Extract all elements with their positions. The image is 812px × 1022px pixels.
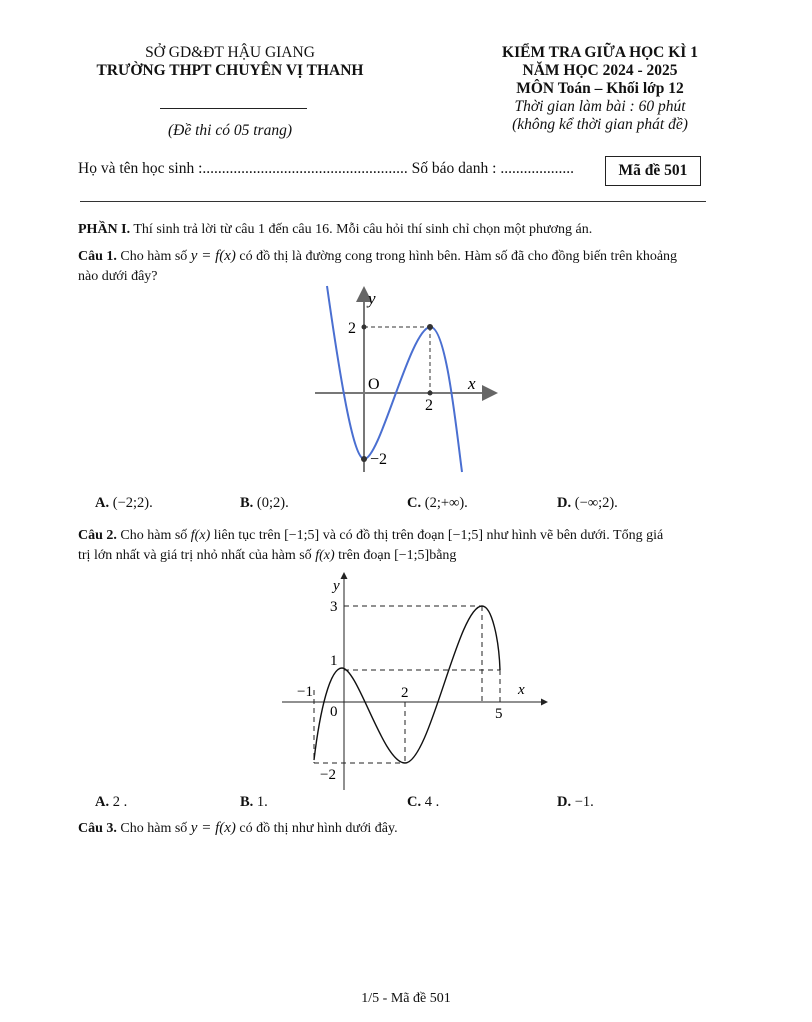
y3-label: 3	[330, 599, 338, 615]
student-name-field[interactable]: Họ và tên học sinh :.....................................................	[78, 160, 408, 177]
answer-value: (2;+∞).	[424, 495, 468, 511]
answer-2d[interactable]	[557, 794, 594, 811]
question-3-text-cont: có đồ thị như hình dưới đây.	[239, 821, 398, 836]
answer-1d[interactable]	[557, 495, 618, 512]
y-max-label: 2	[348, 320, 356, 337]
part-instruction	[78, 220, 592, 240]
page-footer: 1/5 - Mã đề 501	[361, 991, 451, 1006]
student-info-line	[78, 160, 574, 178]
ym2-label: −2	[320, 767, 336, 783]
answer-value: −1.	[574, 794, 594, 810]
question-3-label: Câu 3.	[78, 821, 117, 836]
question-2-text-d: như hình vẽ bên dưới. Tổng giá	[486, 528, 664, 543]
question-2-interval: [−1;5]	[284, 528, 320, 543]
header-left	[60, 44, 400, 80]
answer-value: 4 .	[424, 794, 440, 810]
x2-label: 2	[401, 685, 409, 701]
answer-key: C.	[407, 495, 422, 511]
question-3	[78, 818, 398, 839]
answer-key: C.	[407, 794, 422, 810]
answer-value: 2 .	[112, 794, 128, 810]
subject: MÔN Toán – Khối lớp 12	[516, 80, 684, 97]
question-1-answers	[95, 495, 715, 517]
answer-key: D.	[557, 495, 572, 511]
question-3-formula: y = f(x)	[190, 820, 236, 836]
student-id-field[interactable]: Số báo danh : ...................	[411, 160, 574, 177]
question-1-text: Cho hàm số	[120, 249, 188, 264]
question-2-text-g: bằng	[429, 548, 457, 563]
page-count-note: (Đề thi có 05 trang)	[168, 122, 292, 139]
answer-key: D.	[557, 794, 572, 810]
max-point	[427, 324, 433, 330]
school-year: NĂM HỌC 2024 - 2025	[522, 62, 678, 79]
question-1	[78, 246, 748, 287]
y-axis-label: y	[333, 578, 340, 594]
duration: Thời gian làm bài : 60 phút	[514, 98, 686, 115]
question-2-text: Cho hàm số	[120, 528, 188, 543]
answer-key: A.	[95, 495, 110, 511]
y-axis-label: y	[368, 289, 376, 308]
function-curve	[327, 286, 462, 472]
answer-2c[interactable]	[407, 794, 439, 811]
answer-value: (−∞;2).	[574, 495, 618, 511]
question-1-graph	[310, 282, 500, 474]
answer-value: (0;2).	[256, 495, 289, 511]
answer-value: 1.	[256, 794, 268, 810]
answer-key: B.	[240, 794, 254, 810]
y1-label: 1	[330, 653, 338, 669]
answer-1a[interactable]	[95, 495, 153, 512]
school-name: TRƯỜNG THPT CHUYÊN VỊ THANH	[96, 62, 364, 79]
question-1-text-end: nào dưới đây?	[78, 269, 158, 284]
question-2-label: Câu 2.	[78, 528, 117, 543]
exam-title: KIỂM TRA GIỮA HỌC KÌ 1	[502, 44, 698, 61]
question-1-label: Câu 1.	[78, 249, 117, 264]
question-2-text-e: trị lớn nhất và giá trị nhỏ nhất của hàm số	[78, 548, 312, 563]
x5-label: 5	[495, 706, 503, 722]
question-2-graph	[280, 570, 550, 792]
y-tick-point	[362, 325, 367, 330]
question-2-formula: f(x)	[315, 548, 335, 563]
question-2-text-f: trên đoạn	[338, 548, 391, 563]
department-name: SỞ GD&ĐT HẬU GIANG	[145, 44, 315, 61]
part-title: PHẦN I.	[78, 222, 131, 237]
question-2-interval: [−1;5]	[394, 548, 430, 563]
header-right	[470, 44, 730, 134]
question-2-text-b: liên tục trên	[213, 528, 281, 543]
question-2-answers	[95, 794, 715, 816]
min-point	[361, 456, 367, 462]
origin-label: O	[368, 376, 380, 393]
origin-label: 0	[330, 704, 338, 720]
answer-2a[interactable]	[95, 794, 127, 811]
x-axis-label: x	[518, 682, 525, 698]
question-3-text: Cho hàm số	[120, 821, 188, 836]
answer-2b[interactable]	[240, 794, 268, 811]
exam-code-box: Mã đề 501	[605, 156, 701, 186]
x-tick-point	[428, 391, 433, 396]
question-2-interval: [−1;5]	[447, 528, 484, 543]
duration-note: (không kể thời gian phát đề)	[512, 116, 688, 133]
answer-key: B.	[240, 495, 254, 511]
xm1-label: −1	[297, 684, 313, 700]
question-2-formula: f(x)	[190, 528, 211, 543]
question-1-text-cont: có đồ thị là đường cong trong hình bên. Hàm số đã cho đồng biến trên khoảng	[239, 249, 678, 264]
answer-value: (−2;2).	[112, 495, 153, 511]
answer-1c[interactable]	[407, 495, 468, 512]
y-min-label: −2	[370, 451, 388, 468]
header-divider	[160, 108, 307, 109]
answer-1b[interactable]	[240, 495, 289, 512]
student-divider	[80, 201, 706, 202]
x-tick-label: 2	[425, 397, 433, 414]
answer-key: A.	[95, 794, 110, 810]
x-axis-label: x	[468, 374, 476, 393]
question-2	[78, 526, 748, 566]
question-1-formula: y = f(x)	[190, 248, 236, 264]
part-instruction-text: Thí sinh trả lời từ câu 1 đến câu 16. Mỗi câu hỏi thí sinh chỉ chọn một phương án.	[133, 222, 593, 237]
question-2-text-c: và có đồ thị trên đoạn	[322, 528, 445, 543]
